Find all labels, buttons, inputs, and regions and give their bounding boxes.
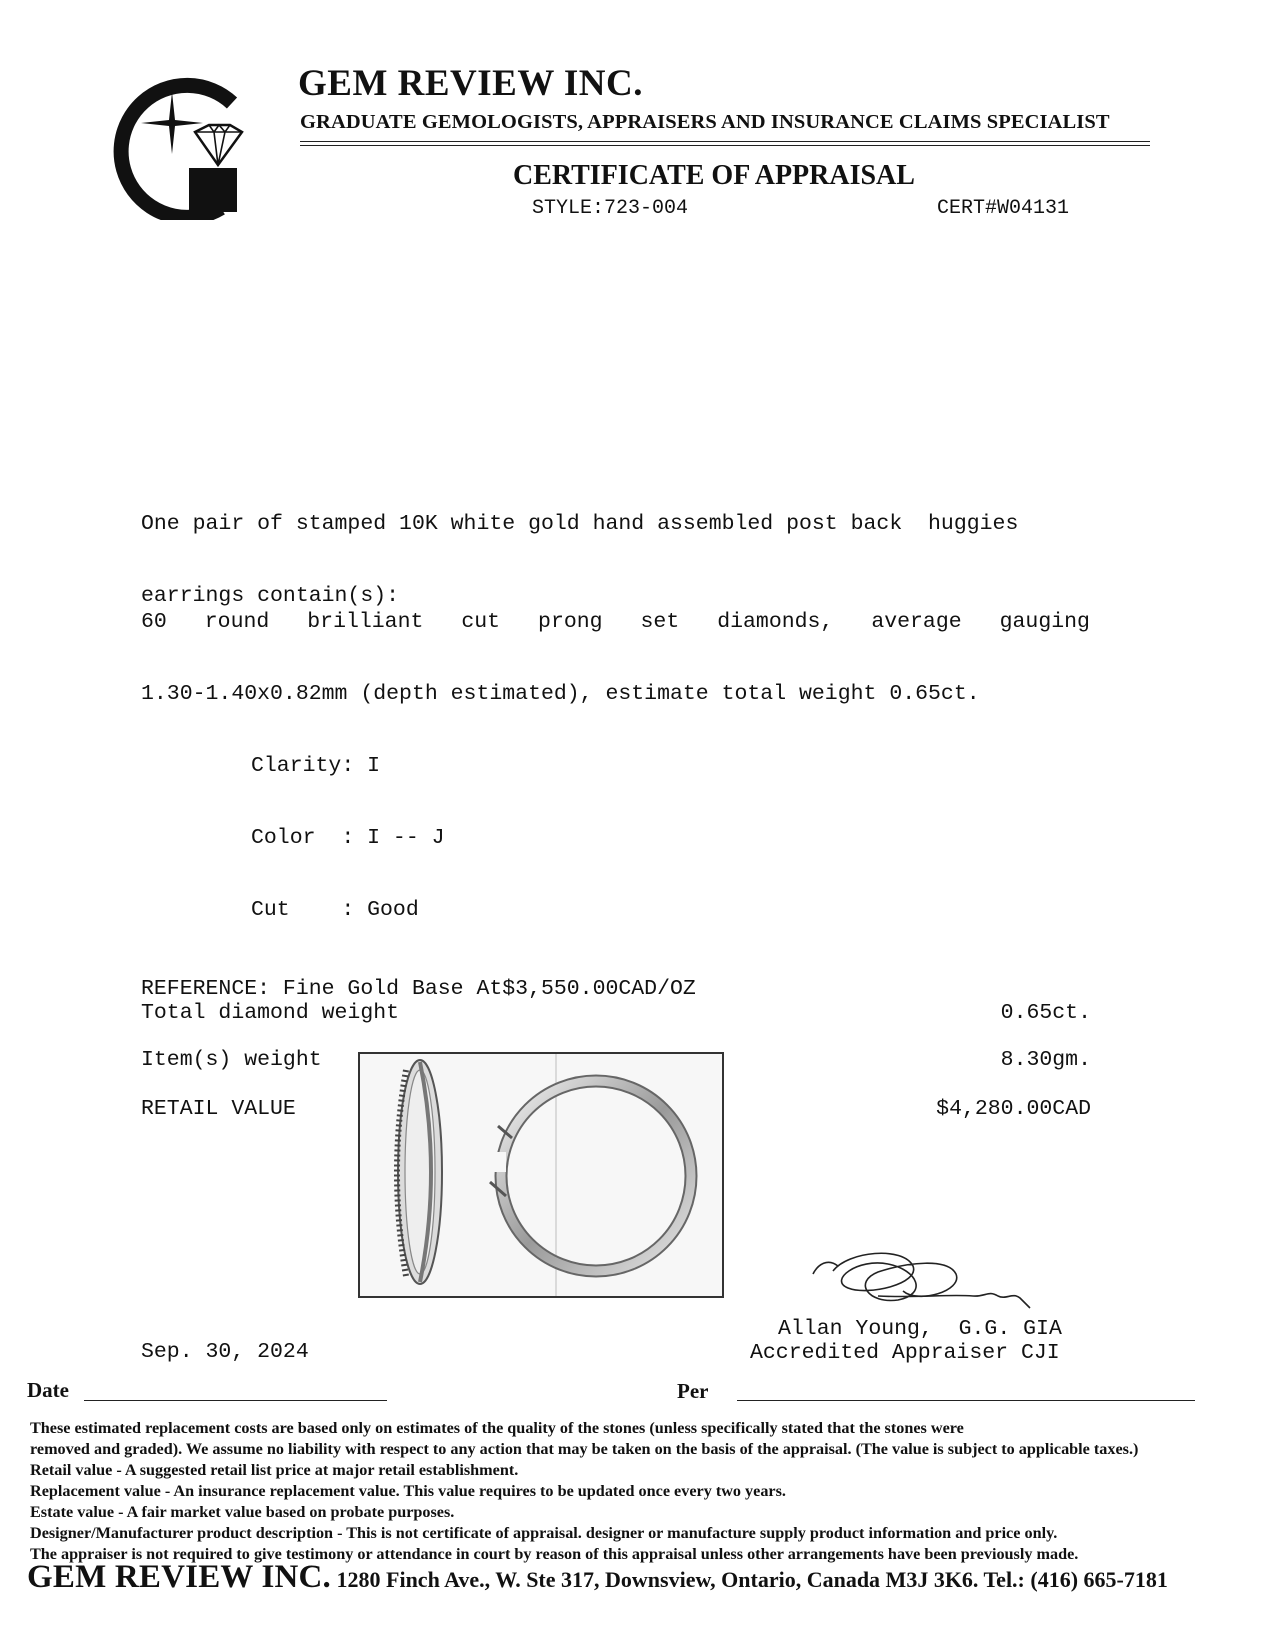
- company-name: GEM REVIEW INC.: [298, 63, 643, 104]
- appraiser-name: Allan Young, G.G. GIA: [778, 1317, 1062, 1341]
- product-photo: [358, 1052, 724, 1298]
- color-grade: Color : I -- J: [251, 826, 445, 850]
- per-label: Per: [677, 1379, 709, 1403]
- stone-word: round: [204, 610, 270, 634]
- disclaimer-line: Designer/Manufacturer product description - This is not certificate of appraisal. designer or manufacture supply product information and price only.: [30, 1524, 1058, 1542]
- item-weight-label: Item(s) weight: [141, 1048, 322, 1072]
- stone-word: 60: [141, 610, 167, 634]
- footer: [27, 1559, 1168, 1596]
- style-number: STYLE:723-004: [532, 197, 689, 220]
- diamond-weight-row: [141, 1001, 1091, 1025]
- stone-word: brilliant: [307, 610, 424, 634]
- clarity-grade: Clarity: I: [251, 754, 381, 778]
- description-line: One pair of stamped 10K white gold hand assembled post back huggies: [141, 512, 1019, 536]
- stone-word: average: [871, 610, 962, 634]
- disclaimer-line: removed and graded). We assume no liability with respect to any action that may be taken on the basis of the appraisal. (The value is subject to applicable taxes.): [30, 1440, 1139, 1458]
- description-line: earrings contain(s):: [141, 584, 400, 608]
- disclaimer-line: These estimated replacement costs are based only on estimates of the quality of the stones (unless specifically stated that the stones were: [30, 1419, 964, 1437]
- item-weight-value: 8.30gm.: [1000, 1048, 1091, 1072]
- stone-word: prong: [538, 610, 603, 634]
- disclaimer-line: Estate value - A fair market value based on probate purposes.: [30, 1503, 455, 1521]
- retail-value-label: RETAIL VALUE: [141, 1097, 296, 1121]
- diamond-weight-value: 0.65ct.: [1000, 1001, 1091, 1025]
- stone-word: diamonds,: [717, 610, 834, 634]
- stone-summary-line: [141, 610, 1090, 634]
- disclaimer: [30, 1418, 1260, 1565]
- certificate-number: CERT#W04131: [937, 197, 1070, 220]
- stone-details: [141, 562, 1091, 946]
- appraiser-signature-icon: [808, 1236, 1038, 1316]
- diamond-weight-label: Total diamond weight: [141, 1001, 400, 1025]
- stone-word: cut: [461, 610, 501, 634]
- stone-measurements: 1.30-1.40x0.82mm (depth estimated), estimate total weight 0.65ct.: [141, 682, 980, 706]
- disclaimer-line: Retail value - A suggested retail list price at major retail establishment.: [30, 1461, 519, 1479]
- diamond-g-logo-icon: [108, 70, 258, 220]
- hoop-earrings-image: [360, 1054, 722, 1296]
- header-rule-top: [300, 141, 1150, 142]
- retail-value-amount: $4,280.00CAD: [936, 1097, 1091, 1121]
- appraiser-credential: Accredited Appraiser CJI: [750, 1341, 1060, 1365]
- date-signature-line: [84, 1400, 387, 1401]
- date-label: Date: [27, 1378, 69, 1402]
- footer-address: 1280 Finch Ave., W. Ste 317, Downsview, Ontario, Canada M3J 3K6. Tel.: (416) 665-7181: [331, 1567, 1168, 1592]
- per-signature-line: [737, 1400, 1195, 1401]
- footer-company-name: GEM REVIEW INC.: [27, 1559, 332, 1595]
- disclaimer-line: The appraiser is not required to give testimony or attendance in court by reason of this appraisal unless other arrangements have been previously made.: [30, 1545, 1079, 1563]
- gold-reference: REFERENCE: Fine Gold Base At$3,550.00CAD/OZ: [141, 977, 696, 1001]
- cut-grade: Cut : Good: [251, 898, 419, 922]
- appraisal-date: Sep. 30, 2024: [141, 1340, 309, 1364]
- disclaimer-line: Replacement value - An insurance replacement value. This value requires to be updated once every two years.: [30, 1482, 786, 1500]
- stone-word: gauging: [999, 610, 1090, 634]
- company-tagline: GRADUATE GEMOLOGISTS, APPRAISERS AND INSURANCE CLAIMS SPECIALIST: [300, 111, 1110, 133]
- stone-word: set: [640, 610, 680, 634]
- certificate-title: CERTIFICATE OF APPRAISAL: [513, 160, 915, 191]
- header-rule-bottom: [300, 145, 1150, 146]
